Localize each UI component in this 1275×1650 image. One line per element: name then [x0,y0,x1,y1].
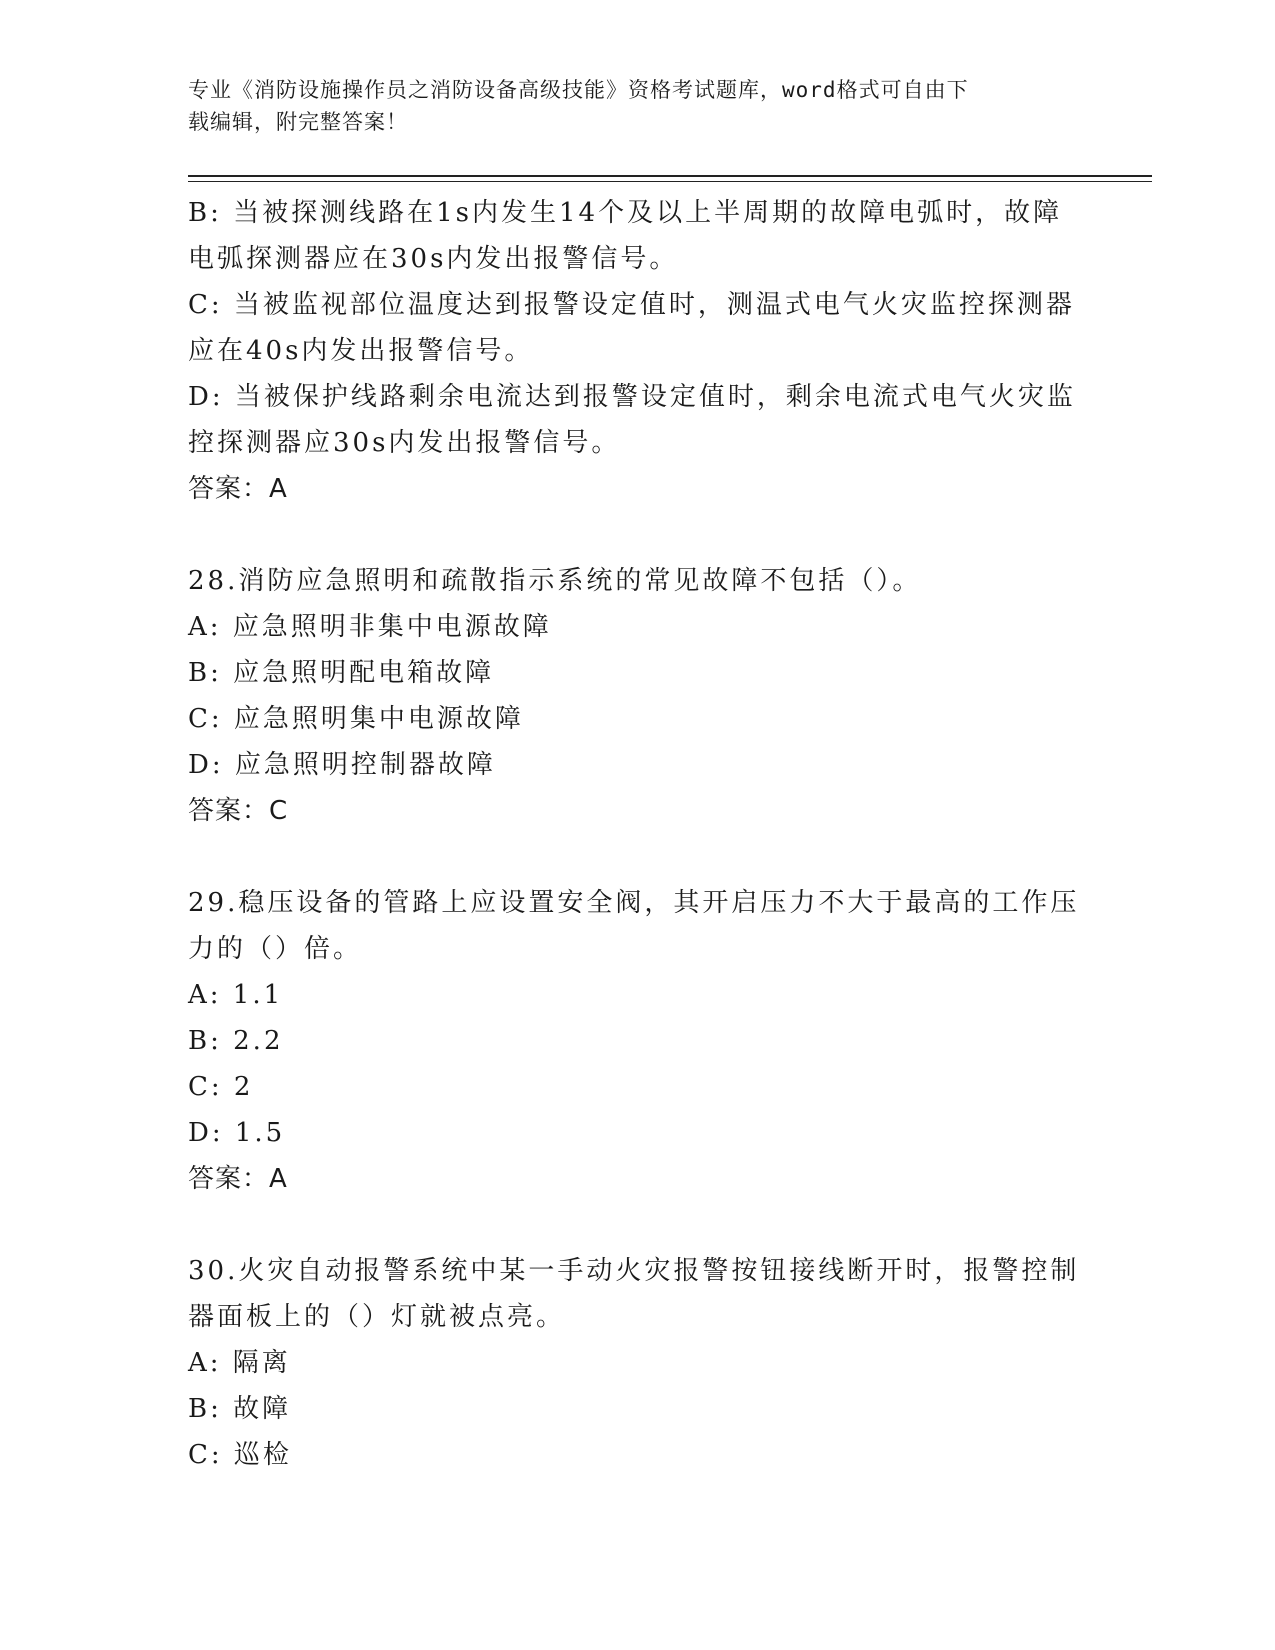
question-stem: 28.消防应急照明和疏散指示系统的常见故障不包括（）。 [188,566,922,596]
spacer [188,512,1088,558]
option-d-line-1: D: 当被保护线路剩余电流达到报警设定值时，剩余电流式电气火灾监 [188,382,1076,412]
header-divider-thick [188,175,1152,177]
document-header [188,74,1088,138]
option-d: D: 应急照明控制器故障 [188,750,496,780]
option-c-line-2: 应在40s内发出报警信号。 [188,336,534,366]
option-c: C: 应急照明集中电源故障 [188,704,524,734]
option-a: A: 隔离 [188,1348,291,1378]
question-27 [188,190,1088,512]
option-c-line-1: C: 当被监视部位温度达到报警设定值时，测温式电气火灾监控探测器 [188,290,1075,320]
option-a: A: 应急照明非集中电源故障 [188,612,552,642]
question-stem-line-1: 30.火灾自动报警系统中某一手动火灾报警按钮接线断开时，报警控制 [188,1256,1080,1286]
header-line-1: 专业《消防设施操作员之消防设备高级技能》资格考试题库，word格式可自由下 [188,78,969,102]
question-list [188,190,1088,1478]
question-30 [188,1248,1088,1478]
answer: 答案：A [188,474,288,504]
option-c: C: 2 [188,1072,254,1102]
question-stem-line-1: 29.稳压设备的管路上应设置安全阀，其开启压力不大于最高的工作压 [188,888,1080,918]
question-stem-line-2: 器面板上的（）灯就被点亮。 [188,1302,566,1332]
option-b-line-2: 电弧探测器应在30s内发出报警信号。 [188,244,679,274]
option-b: B: 故障 [188,1394,292,1424]
option-d: D: 1.5 [188,1118,286,1148]
question-stem-line-2: 力的（）倍。 [188,934,363,964]
header-divider-thin [188,181,1152,182]
spacer [188,834,1088,880]
option-b: B: 2.2 [188,1026,284,1056]
spacer [188,1202,1088,1248]
header-line-2: 载编辑，附完整答案！ [188,110,408,134]
option-b: B: 应急照明配电箱故障 [188,658,495,688]
option-a: A: 1.1 [188,980,284,1010]
answer: 答案：A [188,1164,288,1194]
answer: 答案：C [188,796,289,826]
question-29 [188,880,1088,1202]
option-d-line-2: 控探测器应30s内发出报警信号。 [188,428,621,458]
question-28 [188,558,1088,834]
option-c: C: 巡检 [188,1440,292,1470]
option-b-line-1: B: 当被探测线路在1s内发生14个及以上半周期的故障电弧时，故障 [188,198,1063,228]
